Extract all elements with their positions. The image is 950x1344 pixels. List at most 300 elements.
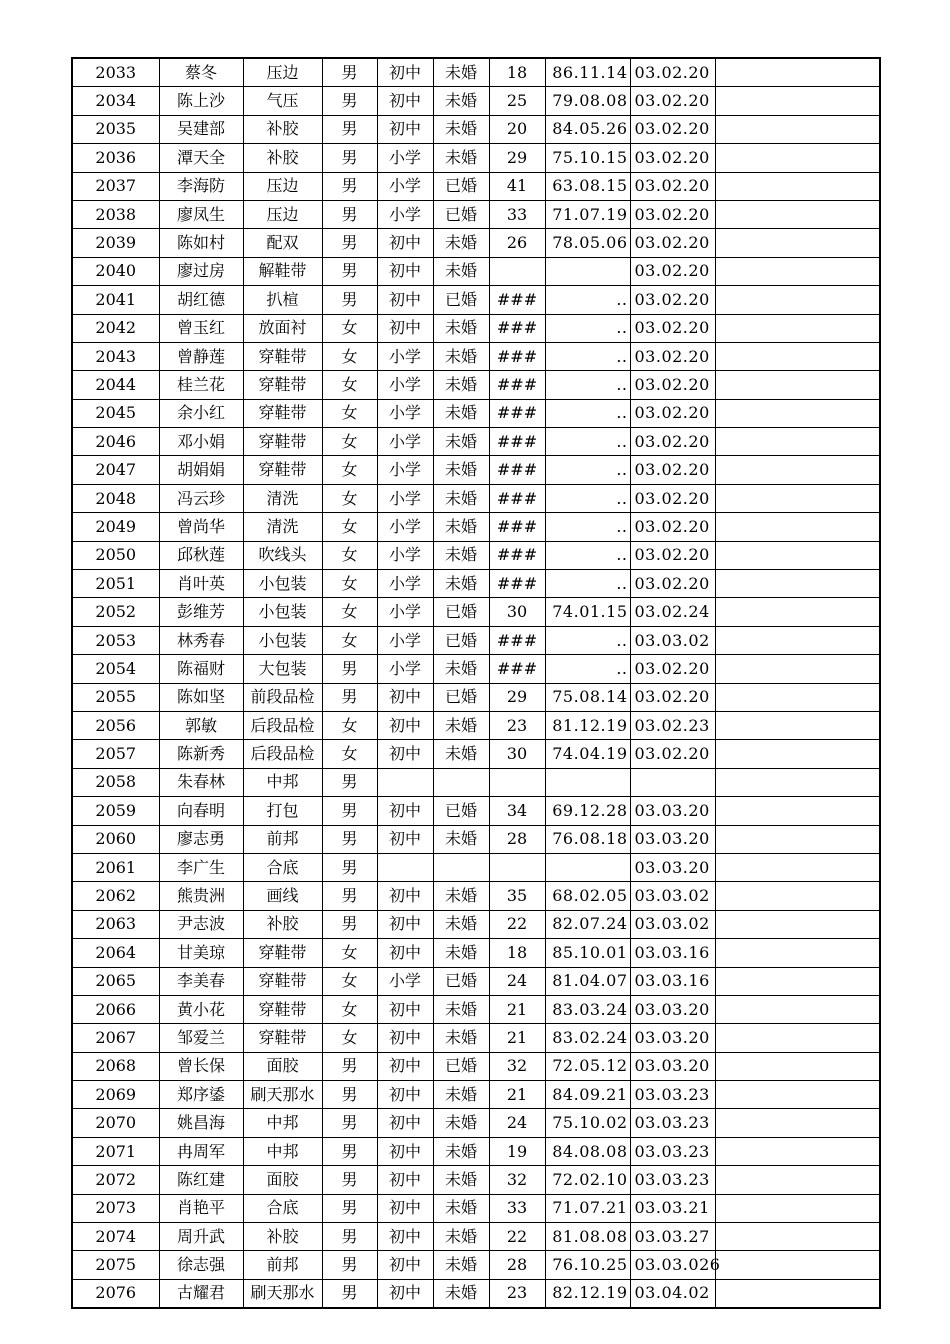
empty-cell <box>715 87 880 115</box>
marital-status-cell: 已婚 <box>433 1052 489 1080</box>
age-cell: ### <box>489 513 545 541</box>
age-cell: 28 <box>489 825 545 853</box>
employee-id-cell: 2066 <box>72 995 159 1023</box>
table-row <box>72 1166 880 1194</box>
table-row <box>72 768 880 796</box>
empty-cell <box>715 1194 880 1222</box>
job-cell: 补胶 <box>243 910 322 938</box>
table-row <box>72 428 880 456</box>
employee-id-cell: 2045 <box>72 399 159 427</box>
employee-id-cell: 2038 <box>72 200 159 228</box>
gender-cell: 女 <box>322 570 377 598</box>
name-cell: 邹爱兰 <box>159 1024 243 1052</box>
employee-id-cell: 2076 <box>72 1279 159 1308</box>
start-date-cell: 03.02.20 <box>630 172 715 200</box>
job-cell: 解鞋带 <box>243 257 322 285</box>
start-date-cell: 03.03.23 <box>630 1137 715 1165</box>
birth-date-cell: 84.05.26 <box>545 115 630 143</box>
birth-date-cell: .. <box>545 314 630 342</box>
name-cell: 古耀君 <box>159 1279 243 1308</box>
age-cell: 23 <box>489 711 545 739</box>
age-cell: ### <box>489 484 545 512</box>
start-date-cell: 03.03.20 <box>630 1052 715 1080</box>
marital-status-cell: 未婚 <box>433 115 489 143</box>
name-cell: 彭维芳 <box>159 598 243 626</box>
name-cell: 曾玉红 <box>159 314 243 342</box>
education-cell: 小学 <box>377 598 433 626</box>
name-cell: 林秀春 <box>159 626 243 654</box>
name-cell: 黄小花 <box>159 995 243 1023</box>
birth-date-cell: 68.02.05 <box>545 882 630 910</box>
gender-cell: 女 <box>322 371 377 399</box>
name-cell: 邓小娟 <box>159 428 243 456</box>
age-cell: 20 <box>489 115 545 143</box>
age-cell: 26 <box>489 229 545 257</box>
gender-cell: 男 <box>322 115 377 143</box>
birth-date-cell: 63.08.15 <box>545 172 630 200</box>
marital-status-cell: 已婚 <box>433 200 489 228</box>
education-cell: 初中 <box>377 683 433 711</box>
empty-cell <box>715 655 880 683</box>
gender-cell: 女 <box>322 626 377 654</box>
employee-id-cell: 2072 <box>72 1166 159 1194</box>
start-date-cell: 03.02.20 <box>630 144 715 172</box>
education-cell: 小学 <box>377 399 433 427</box>
birth-date-cell: 79.08.08 <box>545 87 630 115</box>
name-cell: 朱春林 <box>159 768 243 796</box>
start-date-cell: 03.02.20 <box>630 513 715 541</box>
employee-id-cell: 2064 <box>72 939 159 967</box>
start-date-cell: 03.02.20 <box>630 428 715 456</box>
job-cell: 穿鞋带 <box>243 342 322 370</box>
start-date-cell: 03.02.20 <box>630 257 715 285</box>
marital-status-cell: 未婚 <box>433 825 489 853</box>
name-cell: 桂兰花 <box>159 371 243 399</box>
job-cell: 中邦 <box>243 768 322 796</box>
age-cell: ### <box>489 655 545 683</box>
start-date-cell: 03.02.20 <box>630 286 715 314</box>
start-date-cell: 03.03.16 <box>630 967 715 995</box>
employee-id-cell: 2069 <box>72 1081 159 1109</box>
job-cell: 补胶 <box>243 144 322 172</box>
gender-cell: 男 <box>322 1052 377 1080</box>
table-row <box>72 655 880 683</box>
birth-date-cell: .. <box>545 286 630 314</box>
marital-status-cell: 未婚 <box>433 882 489 910</box>
age-cell: ### <box>489 570 545 598</box>
table-row <box>72 371 880 399</box>
table-row <box>72 172 880 200</box>
marital-status-cell: 未婚 <box>433 570 489 598</box>
table-row <box>72 229 880 257</box>
education-cell: 初中 <box>377 286 433 314</box>
education-cell: 初中 <box>377 87 433 115</box>
marital-status-cell: 未婚 <box>433 740 489 768</box>
name-cell: 潭天全 <box>159 144 243 172</box>
birth-date-cell <box>545 853 630 881</box>
age-cell: ### <box>489 456 545 484</box>
table-row <box>72 910 880 938</box>
education-cell: 初中 <box>377 314 433 342</box>
education-cell: 初中 <box>377 1223 433 1251</box>
birth-date-cell: 83.02.24 <box>545 1024 630 1052</box>
education-cell: 小学 <box>377 570 433 598</box>
birth-date-cell: 81.12.19 <box>545 711 630 739</box>
birth-date-cell: .. <box>545 456 630 484</box>
employee-id-cell: 2062 <box>72 882 159 910</box>
empty-cell <box>715 200 880 228</box>
employee-id-cell: 2035 <box>72 115 159 143</box>
start-date-cell: 03.02.20 <box>630 655 715 683</box>
empty-cell <box>715 939 880 967</box>
age-cell: 33 <box>489 1194 545 1222</box>
education-cell: 小学 <box>377 428 433 456</box>
name-cell: 余小红 <box>159 399 243 427</box>
education-cell: 初中 <box>377 910 433 938</box>
marital-status-cell: 未婚 <box>433 1024 489 1052</box>
empty-cell <box>715 257 880 285</box>
gender-cell: 男 <box>322 257 377 285</box>
name-cell: 甘美琼 <box>159 939 243 967</box>
name-cell: 陈如坚 <box>159 683 243 711</box>
birth-date-cell: 75.10.02 <box>545 1109 630 1137</box>
marital-status-cell: 未婚 <box>433 939 489 967</box>
birth-date-cell: .. <box>545 655 630 683</box>
marital-status-cell: 未婚 <box>433 1194 489 1222</box>
job-cell: 面胶 <box>243 1052 322 1080</box>
job-cell: 小包装 <box>243 626 322 654</box>
name-cell: 蔡冬 <box>159 58 243 87</box>
start-date-cell: 03.02.20 <box>630 314 715 342</box>
start-date-cell: 03.04.02 <box>630 1279 715 1308</box>
employee-id-cell: 2058 <box>72 768 159 796</box>
start-date-cell: 03.03.20 <box>630 853 715 881</box>
table-row <box>72 967 880 995</box>
birth-date-cell: 76.10.25 <box>545 1251 630 1279</box>
employee-id-cell: 2041 <box>72 286 159 314</box>
empty-cell <box>715 570 880 598</box>
birth-date-cell: 75.10.15 <box>545 144 630 172</box>
empty-cell <box>715 115 880 143</box>
gender-cell: 男 <box>322 1223 377 1251</box>
empty-cell <box>715 910 880 938</box>
age-cell: 35 <box>489 882 545 910</box>
marital-status-cell: 未婚 <box>433 513 489 541</box>
empty-cell <box>715 740 880 768</box>
name-cell: 曾尚华 <box>159 513 243 541</box>
job-cell: 合底 <box>243 1194 322 1222</box>
start-date-cell: 03.03.20 <box>630 825 715 853</box>
employee-id-cell: 2039 <box>72 229 159 257</box>
marital-status-cell: 已婚 <box>433 172 489 200</box>
job-cell: 放面衬 <box>243 314 322 342</box>
age-cell: ### <box>489 371 545 399</box>
table-row <box>72 115 880 143</box>
table-row <box>72 314 880 342</box>
table-row <box>72 399 880 427</box>
marital-status-cell: 未婚 <box>433 58 489 87</box>
gender-cell: 男 <box>322 910 377 938</box>
marital-status-cell: 已婚 <box>433 967 489 995</box>
birth-date-cell: .. <box>545 570 630 598</box>
empty-cell <box>715 683 880 711</box>
education-cell: 小学 <box>377 655 433 683</box>
age-cell: 32 <box>489 1052 545 1080</box>
job-cell: 前邦 <box>243 1251 322 1279</box>
table-row <box>72 1081 880 1109</box>
marital-status-cell: 未婚 <box>433 1166 489 1194</box>
birth-date-cell: .. <box>545 626 630 654</box>
employee-id-cell: 2068 <box>72 1052 159 1080</box>
marital-status-cell: 未婚 <box>433 342 489 370</box>
age-cell: ### <box>489 286 545 314</box>
table-row <box>72 995 880 1023</box>
employee-id-cell: 2046 <box>72 428 159 456</box>
empty-cell <box>715 626 880 654</box>
birth-date-cell <box>545 257 630 285</box>
birth-date-cell <box>545 768 630 796</box>
birth-date-cell: 81.08.08 <box>545 1223 630 1251</box>
table-row <box>72 541 880 569</box>
job-cell: 小包装 <box>243 598 322 626</box>
gender-cell: 男 <box>322 1166 377 1194</box>
gender-cell: 男 <box>322 655 377 683</box>
empty-cell <box>715 399 880 427</box>
start-date-cell: 03.02.20 <box>630 456 715 484</box>
age-cell <box>489 853 545 881</box>
gender-cell: 男 <box>322 882 377 910</box>
age-cell: 33 <box>489 200 545 228</box>
name-cell: 曾长保 <box>159 1052 243 1080</box>
age-cell: 34 <box>489 797 545 825</box>
table-row <box>72 825 880 853</box>
education-cell <box>377 768 433 796</box>
age-cell: ### <box>489 314 545 342</box>
employee-id-cell: 2049 <box>72 513 159 541</box>
gender-cell: 男 <box>322 1251 377 1279</box>
employee-id-cell: 2034 <box>72 87 159 115</box>
empty-cell <box>715 1024 880 1052</box>
employee-id-cell: 2051 <box>72 570 159 598</box>
gender-cell: 女 <box>322 484 377 512</box>
employee-table <box>71 57 881 1309</box>
gender-cell: 女 <box>322 314 377 342</box>
marital-status-cell: 未婚 <box>433 711 489 739</box>
table-row <box>72 342 880 370</box>
table-row <box>72 1194 880 1222</box>
education-cell: 小学 <box>377 967 433 995</box>
name-cell: 李美春 <box>159 967 243 995</box>
age-cell: ### <box>489 342 545 370</box>
empty-cell <box>715 711 880 739</box>
table-row <box>72 456 880 484</box>
gender-cell: 女 <box>322 342 377 370</box>
empty-cell <box>715 1166 880 1194</box>
employee-id-cell: 2040 <box>72 257 159 285</box>
education-cell: 初中 <box>377 825 433 853</box>
name-cell: 向春明 <box>159 797 243 825</box>
job-cell: 扒楦 <box>243 286 322 314</box>
table-row <box>72 1251 880 1279</box>
empty-cell <box>715 286 880 314</box>
education-cell: 初中 <box>377 1251 433 1279</box>
job-cell: 前邦 <box>243 825 322 853</box>
age-cell: 30 <box>489 598 545 626</box>
table-row <box>72 1223 880 1251</box>
empty-cell <box>715 541 880 569</box>
start-date-cell: 03.02.20 <box>630 229 715 257</box>
age-cell <box>489 768 545 796</box>
gender-cell: 女 <box>322 740 377 768</box>
empty-cell <box>715 1109 880 1137</box>
empty-cell <box>715 1052 880 1080</box>
employee-id-cell: 2053 <box>72 626 159 654</box>
table-row <box>72 1279 880 1308</box>
gender-cell: 男 <box>322 683 377 711</box>
employee-id-cell: 2037 <box>72 172 159 200</box>
gender-cell: 男 <box>322 797 377 825</box>
start-date-cell: 03.03.02 <box>630 626 715 654</box>
job-cell: 刷天那水 <box>243 1081 322 1109</box>
name-cell: 陈红建 <box>159 1166 243 1194</box>
start-date-cell: 03.02.20 <box>630 342 715 370</box>
age-cell: 18 <box>489 58 545 87</box>
birth-date-cell: .. <box>545 541 630 569</box>
job-cell: 穿鞋带 <box>243 1024 322 1052</box>
empty-cell <box>715 58 880 87</box>
gender-cell: 男 <box>322 1194 377 1222</box>
marital-status-cell: 未婚 <box>433 1223 489 1251</box>
education-cell: 初中 <box>377 939 433 967</box>
job-cell: 穿鞋带 <box>243 995 322 1023</box>
start-date-cell: 03.02.20 <box>630 484 715 512</box>
age-cell: 22 <box>489 1223 545 1251</box>
employee-id-cell: 2067 <box>72 1024 159 1052</box>
start-date-cell: 03.03.21 <box>630 1194 715 1222</box>
age-cell: 21 <box>489 995 545 1023</box>
name-cell: 廖过房 <box>159 257 243 285</box>
empty-cell <box>715 371 880 399</box>
marital-status-cell: 未婚 <box>433 87 489 115</box>
marital-status-cell: 已婚 <box>433 598 489 626</box>
birth-date-cell: 69.12.28 <box>545 797 630 825</box>
birth-date-cell: 78.05.06 <box>545 229 630 257</box>
table-row <box>72 598 880 626</box>
job-cell: 后段品检 <box>243 711 322 739</box>
marital-status-cell <box>433 853 489 881</box>
job-cell: 中邦 <box>243 1137 322 1165</box>
job-cell: 压边 <box>243 58 322 87</box>
employee-id-cell: 2033 <box>72 58 159 87</box>
name-cell: 肖叶英 <box>159 570 243 598</box>
empty-cell <box>715 995 880 1023</box>
job-cell: 合底 <box>243 853 322 881</box>
marital-status-cell: 未婚 <box>433 399 489 427</box>
name-cell: 冉周军 <box>159 1137 243 1165</box>
start-date-cell <box>630 768 715 796</box>
job-cell: 刷天那水 <box>243 1279 322 1308</box>
marital-status-cell: 已婚 <box>433 797 489 825</box>
job-cell: 面胶 <box>243 1166 322 1194</box>
start-date-cell: 03.03.026 <box>630 1251 715 1279</box>
table-row <box>72 200 880 228</box>
education-cell <box>377 853 433 881</box>
job-cell: 气压 <box>243 87 322 115</box>
education-cell: 小学 <box>377 200 433 228</box>
name-cell: 廖志勇 <box>159 825 243 853</box>
name-cell: 陈上沙 <box>159 87 243 115</box>
table-row <box>72 853 880 881</box>
education-cell: 初中 <box>377 711 433 739</box>
birth-date-cell: 83.03.24 <box>545 995 630 1023</box>
education-cell: 初中 <box>377 1081 433 1109</box>
age-cell: ### <box>489 541 545 569</box>
gender-cell: 男 <box>322 825 377 853</box>
education-cell: 初中 <box>377 995 433 1023</box>
gender-cell: 男 <box>322 1137 377 1165</box>
table-row <box>72 1109 880 1137</box>
education-cell: 初中 <box>377 1194 433 1222</box>
marital-status-cell: 未婚 <box>433 655 489 683</box>
gender-cell: 女 <box>322 541 377 569</box>
empty-cell <box>715 314 880 342</box>
age-cell: 25 <box>489 87 545 115</box>
employee-id-cell: 2075 <box>72 1251 159 1279</box>
birth-date-cell: 81.04.07 <box>545 967 630 995</box>
gender-cell: 男 <box>322 1081 377 1109</box>
employee-id-cell: 2059 <box>72 797 159 825</box>
empty-cell <box>715 1081 880 1109</box>
employee-id-cell: 2073 <box>72 1194 159 1222</box>
birth-date-cell: .. <box>545 399 630 427</box>
table-row <box>72 484 880 512</box>
education-cell: 小学 <box>377 513 433 541</box>
age-cell: 29 <box>489 144 545 172</box>
job-cell: 画线 <box>243 882 322 910</box>
employee-id-cell: 2044 <box>72 371 159 399</box>
gender-cell: 女 <box>322 513 377 541</box>
marital-status-cell: 未婚 <box>433 1251 489 1279</box>
marital-status-cell: 未婚 <box>433 1137 489 1165</box>
start-date-cell: 03.03.23 <box>630 1109 715 1137</box>
gender-cell: 男 <box>322 286 377 314</box>
empty-cell <box>715 797 880 825</box>
job-cell: 压边 <box>243 200 322 228</box>
birth-date-cell: 74.01.15 <box>545 598 630 626</box>
age-cell: 23 <box>489 1279 545 1308</box>
job-cell: 小包装 <box>243 570 322 598</box>
employee-id-cell: 2063 <box>72 910 159 938</box>
gender-cell: 女 <box>322 399 377 427</box>
empty-cell <box>715 513 880 541</box>
name-cell: 尹志波 <box>159 910 243 938</box>
birth-date-cell: 74.04.19 <box>545 740 630 768</box>
age-cell: 32 <box>489 1166 545 1194</box>
education-cell: 初中 <box>377 797 433 825</box>
table-row <box>72 257 880 285</box>
empty-cell <box>715 172 880 200</box>
employee-id-cell: 2052 <box>72 598 159 626</box>
start-date-cell: 03.03.20 <box>630 797 715 825</box>
table-row <box>72 939 880 967</box>
start-date-cell: 03.02.20 <box>630 570 715 598</box>
job-cell: 穿鞋带 <box>243 967 322 995</box>
table-row <box>72 570 880 598</box>
table-row <box>72 1024 880 1052</box>
start-date-cell: 03.03.23 <box>630 1081 715 1109</box>
empty-cell <box>715 853 880 881</box>
birth-date-cell: 85.10.01 <box>545 939 630 967</box>
